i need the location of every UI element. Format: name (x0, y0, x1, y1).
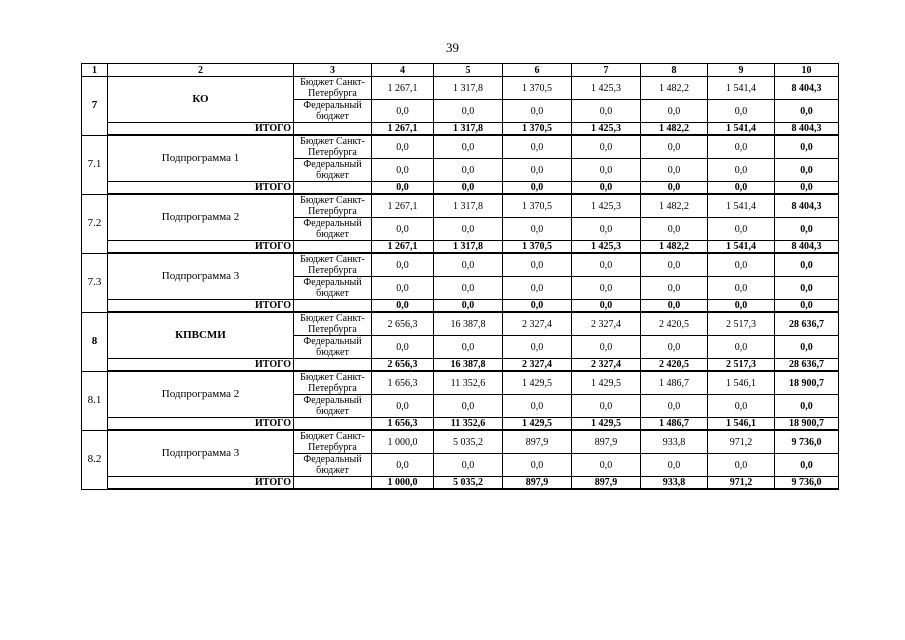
amount-cell: 0,0 (372, 135, 434, 159)
amount-cell: 0,0 (434, 159, 503, 182)
amount-cell: 0,0 (434, 218, 503, 241)
total-amount-cell: 0,0 (641, 182, 708, 195)
amount-cell: 0,0 (641, 336, 708, 359)
table-row (82, 77, 839, 100)
total-row (82, 477, 839, 490)
total-amount-cell: 18 900,7 (775, 418, 839, 431)
program-name: Подпрограмма 3 (108, 253, 294, 300)
amount-cell: 0,0 (641, 100, 708, 123)
amount-cell: 0,0 (372, 100, 434, 123)
total-amount-cell: 1 317,8 (434, 241, 503, 254)
total-amount-cell: 1 656,3 (372, 418, 434, 431)
total-amount-cell: 0,0 (708, 300, 775, 313)
amount-cell: 1 482,2 (641, 194, 708, 218)
column-number: 5 (434, 64, 503, 77)
amount-cell: 0,0 (572, 253, 641, 277)
funding-source: Федеральный бюджет (294, 336, 372, 359)
total-amount-cell: 1 267,1 (372, 123, 434, 136)
amount-cell: 1 429,5 (572, 371, 641, 395)
total-source-cell (294, 359, 372, 372)
column-number: 4 (372, 64, 434, 77)
column-number: 3 (294, 64, 372, 77)
amount-cell: 0,0 (708, 253, 775, 277)
row-code: 7.1 (82, 135, 108, 194)
amount-cell: 1 546,1 (708, 371, 775, 395)
amount-cell: 5 035,2 (434, 430, 503, 454)
funding-source: Федеральный бюджет (294, 159, 372, 182)
amount-cell: 0,0 (503, 454, 572, 477)
page-number: 39 (446, 40, 459, 55)
amount-cell: 0,0 (372, 454, 434, 477)
total-amount-cell: 1 482,2 (641, 123, 708, 136)
row-code: 7 (82, 77, 108, 136)
total-label: ИТОГО (108, 418, 294, 431)
table-row (82, 312, 839, 336)
amount-cell: 16 387,8 (434, 312, 503, 336)
amount-cell: 28 636,7 (775, 312, 839, 336)
funding-source: Бюджет Санкт-Петербурга (294, 312, 372, 336)
amount-cell: 0,0 (503, 159, 572, 182)
total-amount-cell: 0,0 (372, 182, 434, 195)
amount-cell: 0,0 (572, 159, 641, 182)
amount-cell: 0,0 (572, 454, 641, 477)
amount-cell: 0,0 (775, 135, 839, 159)
total-amount-cell: 16 387,8 (434, 359, 503, 372)
amount-cell: 0,0 (434, 277, 503, 300)
amount-cell: 0,0 (503, 218, 572, 241)
column-number: 10 (775, 64, 839, 77)
program-name: Подпрограмма 2 (108, 371, 294, 418)
amount-cell: 0,0 (572, 395, 641, 418)
amount-cell: 0,0 (434, 100, 503, 123)
table-row (82, 194, 839, 218)
total-label: ИТОГО (108, 123, 294, 136)
total-row (82, 418, 839, 431)
column-number: 1 (82, 64, 108, 77)
amount-cell: 0,0 (641, 454, 708, 477)
total-amount-cell: 897,9 (572, 477, 641, 490)
total-amount-cell: 0,0 (503, 300, 572, 313)
total-label: ИТОГО (108, 241, 294, 254)
amount-cell: 0,0 (708, 218, 775, 241)
row-code: 8.1 (82, 371, 108, 430)
funding-source: Бюджет Санкт-Петербурга (294, 135, 372, 159)
total-source-cell (294, 123, 372, 136)
amount-cell: 0,0 (775, 336, 839, 359)
column-number: 2 (108, 64, 294, 77)
amount-cell: 1 370,5 (503, 77, 572, 100)
total-row (82, 182, 839, 195)
amount-cell: 1 425,3 (572, 194, 641, 218)
amount-cell: 0,0 (572, 218, 641, 241)
amount-cell: 0,0 (372, 253, 434, 277)
amount-cell: 0,0 (641, 218, 708, 241)
amount-cell: 2 517,3 (708, 312, 775, 336)
amount-cell: 0,0 (708, 277, 775, 300)
amount-cell: 1 482,2 (641, 77, 708, 100)
amount-cell: 897,9 (572, 430, 641, 454)
amount-cell: 1 541,4 (708, 194, 775, 218)
amount-cell: 1 429,5 (503, 371, 572, 395)
amount-cell: 0,0 (641, 159, 708, 182)
amount-cell: 11 352,6 (434, 371, 503, 395)
program-name: Подпрограмма 2 (108, 194, 294, 241)
amount-cell: 1 541,4 (708, 77, 775, 100)
amount-cell: 0,0 (708, 135, 775, 159)
amount-cell: 0,0 (708, 454, 775, 477)
funding-source: Бюджет Санкт-Петербурга (294, 371, 372, 395)
total-amount-cell: 1 267,1 (372, 241, 434, 254)
total-amount-cell: 0,0 (372, 300, 434, 313)
amount-cell: 1 370,5 (503, 194, 572, 218)
total-amount-cell: 1 541,4 (708, 123, 775, 136)
total-row (82, 359, 839, 372)
funding-source: Бюджет Санкт-Петербурга (294, 77, 372, 100)
amount-cell: 0,0 (503, 395, 572, 418)
amount-cell: 0,0 (372, 395, 434, 418)
amount-cell: 0,0 (503, 336, 572, 359)
total-amount-cell: 0,0 (434, 182, 503, 195)
total-amount-cell: 2 327,4 (572, 359, 641, 372)
funding-source: Бюджет Санкт-Петербурга (294, 194, 372, 218)
total-amount-cell: 1 000,0 (372, 477, 434, 490)
total-label: ИТОГО (108, 359, 294, 372)
amount-cell: 1 267,1 (372, 194, 434, 218)
funding-source: Федеральный бюджет (294, 277, 372, 300)
total-amount-cell: 2 656,3 (372, 359, 434, 372)
amount-cell: 0,0 (434, 336, 503, 359)
amount-cell: 0,0 (572, 336, 641, 359)
amount-cell: 2 327,4 (503, 312, 572, 336)
total-source-cell (294, 182, 372, 195)
total-label: ИТОГО (108, 182, 294, 195)
amount-cell: 0,0 (775, 218, 839, 241)
total-amount-cell: 5 035,2 (434, 477, 503, 490)
amount-cell: 9 736,0 (775, 430, 839, 454)
amount-cell: 1 425,3 (572, 77, 641, 100)
amount-cell: 0,0 (775, 253, 839, 277)
amount-cell: 1 317,8 (434, 194, 503, 218)
funding-source: Федеральный бюджет (294, 100, 372, 123)
funding-source: Бюджет Санкт-Петербурга (294, 430, 372, 454)
amount-cell: 971,2 (708, 430, 775, 454)
column-number: 9 (708, 64, 775, 77)
amount-cell: 0,0 (434, 395, 503, 418)
amount-cell: 0,0 (641, 253, 708, 277)
amount-cell: 0,0 (775, 395, 839, 418)
amount-cell: 0,0 (708, 395, 775, 418)
funding-source: Федеральный бюджет (294, 454, 372, 477)
amount-cell: 933,8 (641, 430, 708, 454)
total-amount-cell: 28 636,7 (775, 359, 839, 372)
row-code: 8.2 (82, 430, 108, 489)
total-amount-cell: 0,0 (708, 182, 775, 195)
amount-cell: 2 420,5 (641, 312, 708, 336)
total-amount-cell: 971,2 (708, 477, 775, 490)
column-number: 7 (572, 64, 641, 77)
total-source-cell (294, 477, 372, 490)
total-amount-cell: 1 482,2 (641, 241, 708, 254)
amount-cell: 0,0 (775, 277, 839, 300)
amount-cell: 1 267,1 (372, 77, 434, 100)
program-name: КО (108, 77, 294, 123)
total-source-cell (294, 418, 372, 431)
program-name: Подпрограмма 1 (108, 135, 294, 182)
amount-cell: 0,0 (775, 100, 839, 123)
amount-cell: 0,0 (572, 100, 641, 123)
amount-cell: 18 900,7 (775, 371, 839, 395)
amount-cell: 0,0 (503, 100, 572, 123)
total-amount-cell: 11 352,6 (434, 418, 503, 431)
total-amount-cell: 933,8 (641, 477, 708, 490)
total-amount-cell: 8 404,3 (775, 123, 839, 136)
amount-cell: 0,0 (372, 277, 434, 300)
total-amount-cell: 897,9 (503, 477, 572, 490)
program-name: КПВСМИ (108, 312, 294, 359)
funding-source: Бюджет Санкт-Петербурга (294, 253, 372, 277)
amount-cell: 0,0 (503, 135, 572, 159)
table-row (82, 253, 839, 277)
column-number: 8 (641, 64, 708, 77)
total-amount-cell: 1 486,7 (641, 418, 708, 431)
total-source-cell (294, 241, 372, 254)
total-row (82, 241, 839, 254)
total-label: ИТОГО (108, 300, 294, 313)
amount-cell: 0,0 (775, 159, 839, 182)
total-label: ИТОГО (108, 477, 294, 490)
row-code: 8 (82, 312, 108, 371)
total-source-cell (294, 300, 372, 313)
amount-cell: 1 486,7 (641, 371, 708, 395)
amount-cell: 0,0 (434, 135, 503, 159)
program-name: Подпрограмма 3 (108, 430, 294, 477)
amount-cell: 0,0 (775, 454, 839, 477)
amount-cell: 897,9 (503, 430, 572, 454)
amount-cell: 0,0 (708, 336, 775, 359)
total-amount-cell: 2 327,4 (503, 359, 572, 372)
total-amount-cell: 2 517,3 (708, 359, 775, 372)
total-amount-cell: 8 404,3 (775, 241, 839, 254)
row-code: 7.2 (82, 194, 108, 253)
total-amount-cell: 1 425,3 (572, 123, 641, 136)
amount-cell: 0,0 (372, 218, 434, 241)
amount-cell: 0,0 (434, 253, 503, 277)
budget-table (81, 63, 839, 490)
amount-cell: 0,0 (641, 395, 708, 418)
amount-cell: 0,0 (708, 100, 775, 123)
amount-cell: 8 404,3 (775, 77, 839, 100)
total-amount-cell: 1 429,5 (572, 418, 641, 431)
total-amount-cell: 0,0 (572, 182, 641, 195)
amount-cell: 2 656,3 (372, 312, 434, 336)
total-amount-cell: 2 420,5 (641, 359, 708, 372)
total-amount-cell: 1 541,4 (708, 241, 775, 254)
row-code: 7.3 (82, 253, 108, 312)
amount-cell: 2 327,4 (572, 312, 641, 336)
total-amount-cell: 1 317,8 (434, 123, 503, 136)
amount-cell: 0,0 (572, 135, 641, 159)
amount-cell: 8 404,3 (775, 194, 839, 218)
total-amount-cell: 1 425,3 (572, 241, 641, 254)
amount-cell: 0,0 (641, 135, 708, 159)
amount-cell: 1 317,8 (434, 77, 503, 100)
total-amount-cell: 0,0 (503, 182, 572, 195)
amount-cell: 0,0 (434, 454, 503, 477)
column-number: 6 (503, 64, 572, 77)
amount-cell: 0,0 (708, 159, 775, 182)
amount-cell: 0,0 (503, 253, 572, 277)
amount-cell: 0,0 (372, 159, 434, 182)
table-row (82, 371, 839, 395)
total-row (82, 123, 839, 136)
amount-cell: 1 000,0 (372, 430, 434, 454)
amount-cell: 0,0 (641, 277, 708, 300)
table-row (82, 430, 839, 454)
amount-cell: 0,0 (503, 277, 572, 300)
total-amount-cell: 0,0 (775, 182, 839, 195)
total-amount-cell: 1 546,1 (708, 418, 775, 431)
total-row (82, 300, 839, 313)
amount-cell: 0,0 (572, 277, 641, 300)
table-row (82, 135, 839, 159)
total-amount-cell: 0,0 (572, 300, 641, 313)
amount-cell: 1 656,3 (372, 371, 434, 395)
amount-cell: 0,0 (372, 336, 434, 359)
total-amount-cell: 0,0 (775, 300, 839, 313)
header-row (82, 64, 839, 77)
total-amount-cell: 9 736,0 (775, 477, 839, 490)
total-amount-cell: 0,0 (434, 300, 503, 313)
funding-source: Федеральный бюджет (294, 395, 372, 418)
total-amount-cell: 0,0 (641, 300, 708, 313)
total-amount-cell: 1 429,5 (503, 418, 572, 431)
total-amount-cell: 1 370,5 (503, 241, 572, 254)
total-amount-cell: 1 370,5 (503, 123, 572, 136)
funding-source: Федеральный бюджет (294, 218, 372, 241)
